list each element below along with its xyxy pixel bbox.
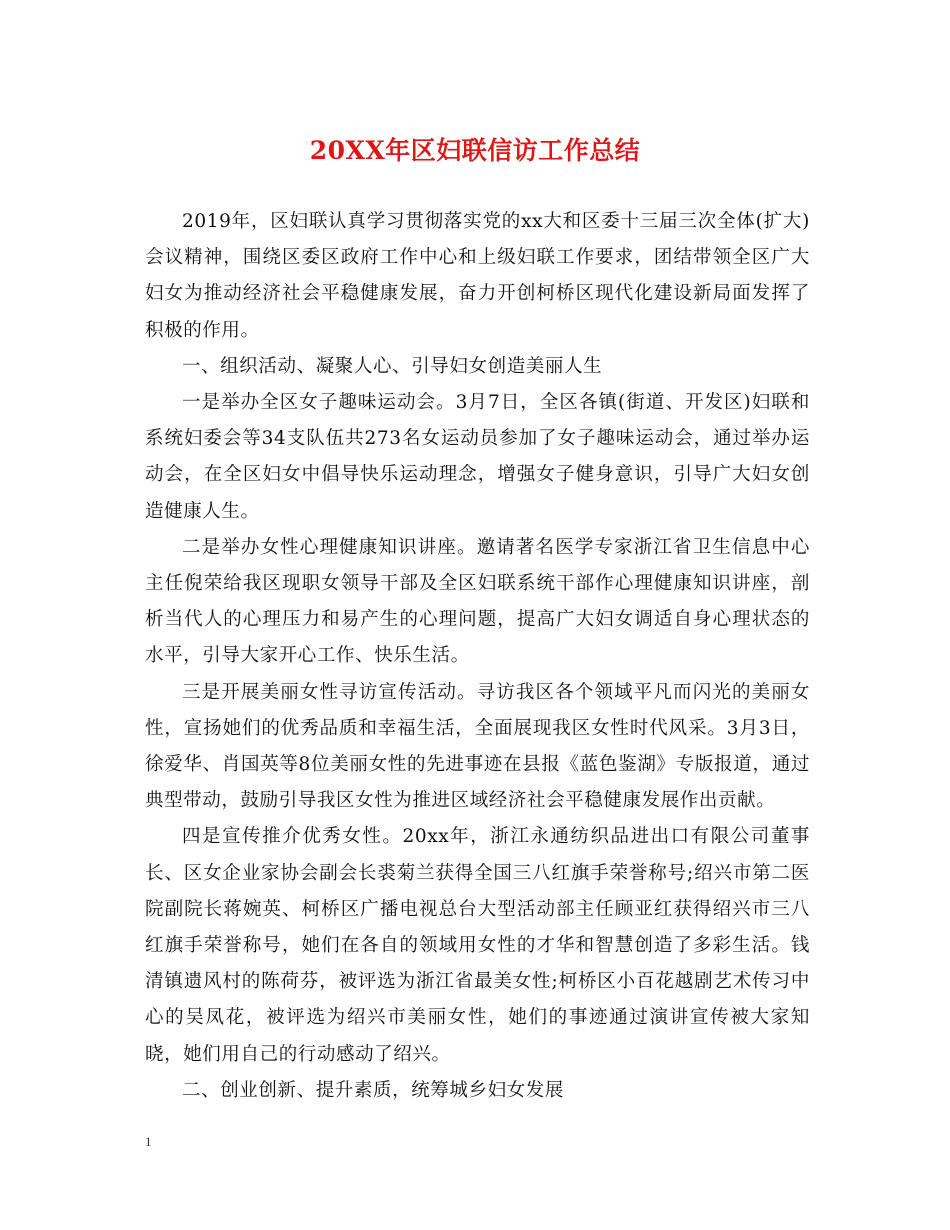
- paragraph-intro: 2019年，区妇联认真学习贯彻落实党的xx大和区委十三届三次全体(扩大)会议精神，围绕区委区政府工作中心和上级妇联工作要求，团结带领全区广大妇女为推动经济社会平稳健康发展，奋力开创柯桥区现代化建设新局面发挥了积极的作用。: [145, 211, 810, 341]
- paragraph-outstanding-women: 四是宣传推介优秀女性。20xx年，浙江永通纺织品进出口有限公司董事长、区女企业家协会副会长裘菊兰获得全国三八红旗手荣誉称号;绍兴市第二医院副院长蒋婉英、柯桥区广播电视总台大型活动部主任顾亚红获得绍兴市三八红旗手荣誉称号，她们在各自的领域用女性的才华和智慧创造了多彩生活。钱清镇遗风村的陈荷芬，被评选为浙江省最美女性;柯桥区小百花越剧艺术传习中心的吴凤花，被评选为绍兴市美丽女性，她们的事迹通过演讲宣传被大家知晓，她们用自己的行动感动了绍兴。: [145, 826, 810, 1065]
- paragraph-beautiful-women: 三是开展美丽女性寻访宣传活动。寻访我区各个领域平凡而闪光的美丽女性，宣扬她们的优秀品质和幸福生活，全面展现我区女性时代风采。3月3日，徐爱华、肖国英等8位美丽女性的先进事迹在县报《蓝色鉴湖》专版报道，通过典型带动，鼓励引导我区女性为推进区域经济社会平稳健康发展作出贡献。: [145, 681, 810, 812]
- section-heading-2: 二、创业创新、提升素质，统筹城乡妇女发展: [182, 1079, 565, 1101]
- section-heading-1: 一、组织活动、凝聚人心、引导妇女创造美丽人生: [182, 355, 603, 377]
- document-body: [145, 204, 810, 1109]
- paragraph-sports-meet: 一是举办全区女子趣味运动会。3月7日，全区各镇(街道、开发区)妇联和系统妇委会等34支队伍共273名女运动员参加了女子趣味运动会，通过举办运动会，在全区妇女中倡导快乐运动理念，增强女子健身意识，引导广大妇女创造健康人生。: [145, 392, 810, 522]
- paragraph-health-lecture: 二是举办女性心理健康知识讲座。邀请著名医学专家浙江省卫生信息中心主任倪荣给我区现职女领导干部及全区妇联系统干部作心理健康知识讲座，剖析当代人的心理压力和易产生的心理问题，提高广大妇女调适自身心理状态的水平，引导大家开心工作、快乐生活。: [145, 536, 810, 667]
- page-number: 1: [145, 1134, 152, 1149]
- document-title: 20XX年区妇联信访工作总结: [309, 136, 641, 165]
